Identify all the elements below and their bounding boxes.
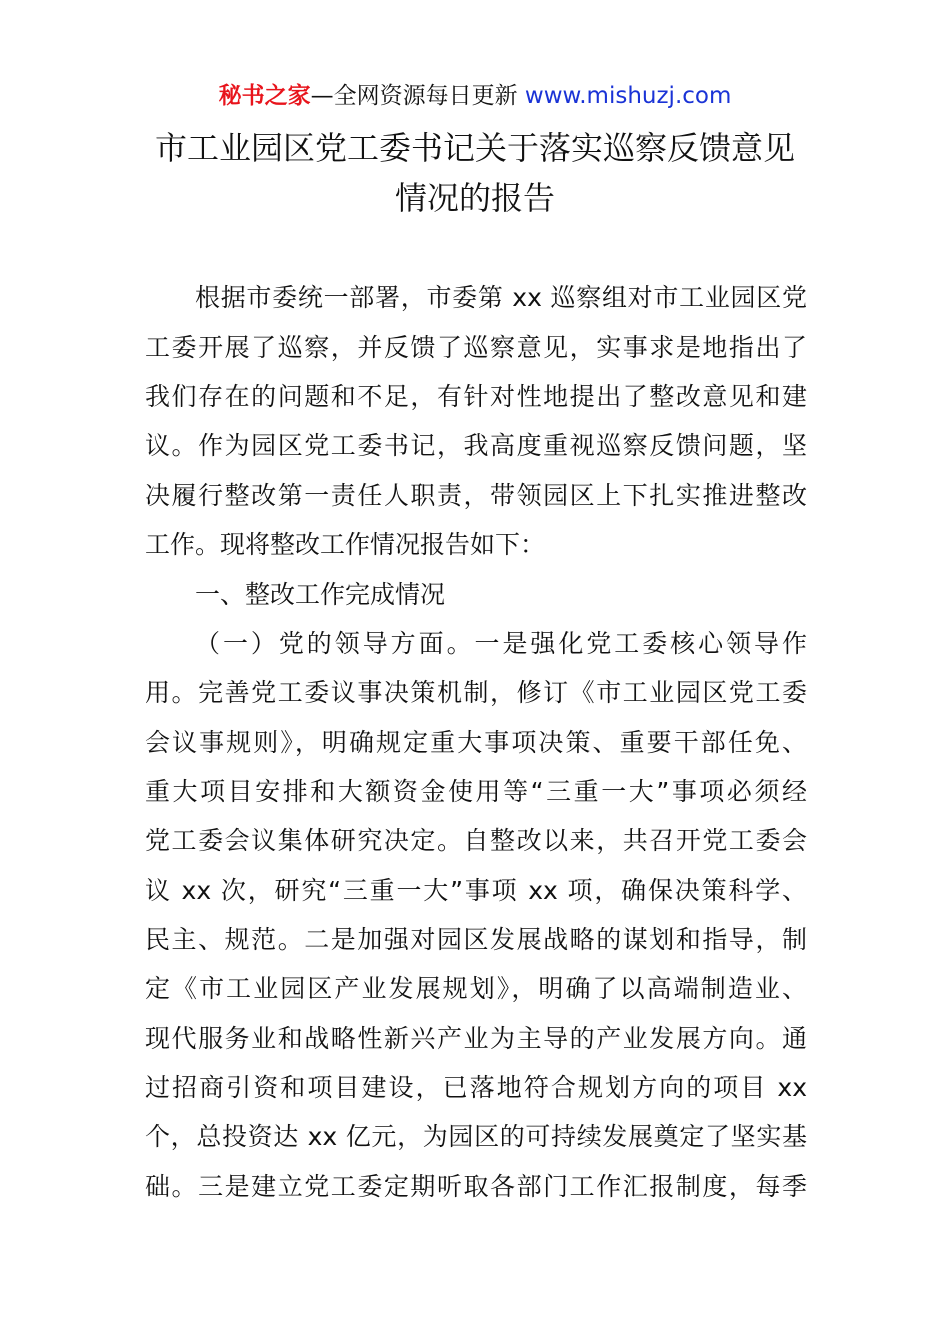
brand-name: 秘书之家 [218, 83, 311, 109]
body-line: 工作。现将整改工作情况报告如下： [145, 530, 546, 559]
document-title-line-1: 市工业园区党工委书记关于落实巡察反馈意见 [154, 129, 795, 167]
body-line: 现代服务业和战略性新兴产业为主导的产业发展方向。通 [145, 1024, 807, 1053]
site-header [0, 80, 950, 112]
body-line: 重大项目安排和大额资金使用等“三重一大”事项必须经 [145, 777, 807, 806]
body-line: 议。作为园区党工委书记，我高度重视巡察反馈问题，坚 [145, 431, 807, 460]
body-line: 会议事规则》，明确规定重大事项决策、重要干部任免、 [145, 728, 807, 757]
section-heading: 一、整改工作完成情况 [195, 580, 446, 609]
body-line: 民主、规范。二是加强对园区发展战略的谋划和指导，制 [145, 925, 807, 954]
body-line: 用。完善党工委议事决策机制，修订《市工业园区党工委 [145, 678, 807, 707]
body-line: 个，总投资达 xx 亿元，为园区的可持续发展奠定了坚实基 [145, 1122, 807, 1151]
site-url-link[interactable]: www.mishuzj.com [524, 83, 732, 109]
body-line: 决履行整改第一责任人职责，带领园区上下扎实推进整改 [145, 481, 807, 510]
body-line: 我们存在的问题和不足，有针对性地提出了整改意见和建 [145, 382, 807, 411]
body-line: 过招商引资和项目建设，已落地符合规划方向的项目 xx [145, 1073, 807, 1102]
body-line: 党工委会议集体研究决定。自整改以来，共召开党工委会 [145, 826, 807, 855]
body-line: 根据市委统一部署，市委第 xx 巡察组对市工业园区党 [195, 283, 807, 312]
body-line: 础。三是建立党工委定期听取各部门工作汇报制度，每季 [145, 1172, 807, 1201]
header-tagline: —全网资源每日更新 [310, 83, 518, 109]
document-title-line-2: 情况的报告 [394, 179, 555, 217]
body-line: 议 xx 次，研究“三重一大”事项 xx 项，确保决策科学、 [145, 876, 807, 905]
body-line: 工委开展了巡察，并反馈了巡察意见，实事求是地指出了 [145, 333, 807, 362]
body-line: （一）党的领导方面。一是强化党工委核心领导作 [195, 629, 807, 658]
body-line: 定《市工业园区产业发展规划》，明确了以高端制造业、 [145, 974, 807, 1003]
